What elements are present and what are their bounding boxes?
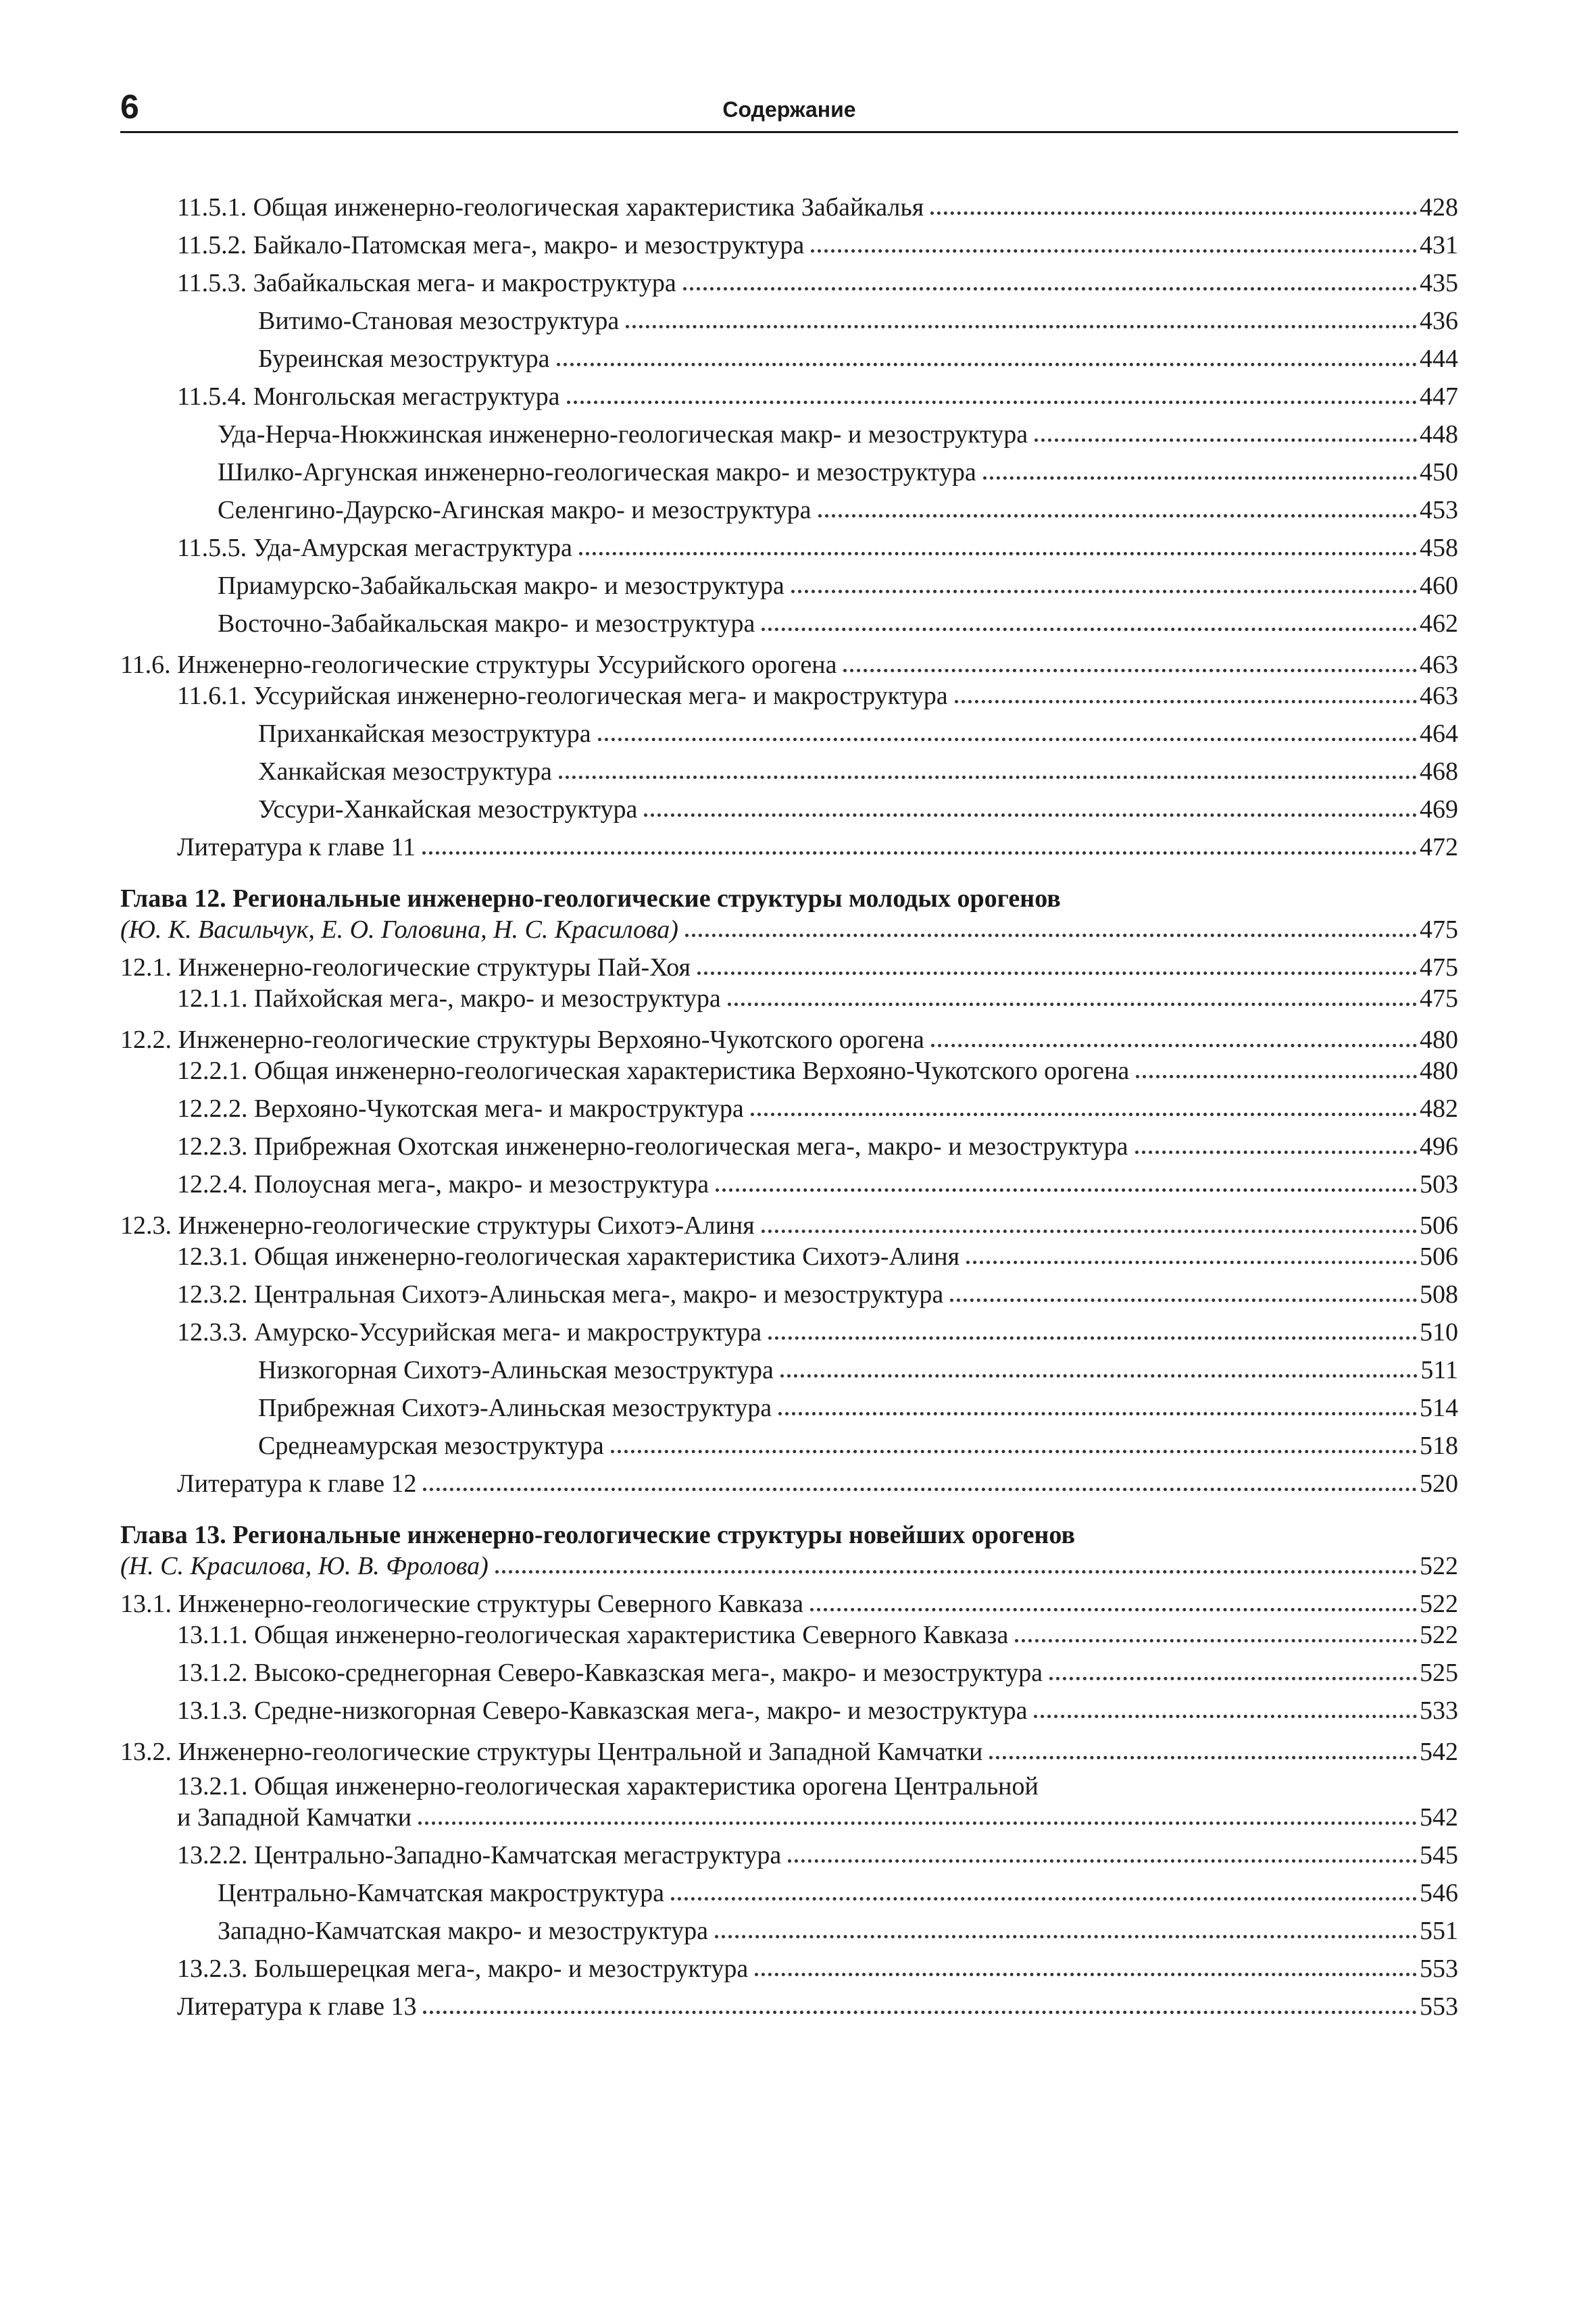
running-title: Содержание xyxy=(722,97,856,122)
toc-entry-text: 12.2.2. Верхояно-Чукотская мега- и макроструктура xyxy=(177,1095,744,1123)
dot-leader xyxy=(966,1261,1417,1264)
toc-entry[interactable] xyxy=(120,1588,1458,1619)
toc-entry-wrapped[interactable] xyxy=(120,1771,1458,1833)
page-ref: 475 xyxy=(1420,984,1458,1013)
toc-entry-text: Уссури-Ханкайская мезоструктура xyxy=(258,795,638,824)
chapter-authors: (Н. С. Красилова, Ю. В. Фролова) xyxy=(120,1552,489,1580)
toc-entry[interactable] xyxy=(120,756,1458,787)
toc-group-chapter-12 xyxy=(120,952,1458,1499)
dot-leader xyxy=(1136,1075,1417,1078)
dot-leader xyxy=(755,1973,1417,1976)
toc-entry[interactable] xyxy=(120,1392,1458,1424)
toc-entry[interactable] xyxy=(120,794,1458,825)
dot-leader xyxy=(811,249,1417,253)
dot-leader xyxy=(671,1897,1417,1901)
page-number: 6 xyxy=(120,88,139,126)
toc-entry-text: 11.5.3. Забайкальская мега- и макроструктура xyxy=(177,269,676,297)
toc-entry[interactable] xyxy=(120,1991,1458,2022)
dot-leader xyxy=(422,851,1417,855)
dot-leader xyxy=(567,401,1417,404)
page-ref: 480 xyxy=(1420,1057,1458,1085)
dot-leader xyxy=(1034,438,1417,442)
dot-leader xyxy=(1049,1677,1417,1680)
toc-entry-text: Селенгино-Даурско-Агинская макро- и мезоструктура xyxy=(218,496,812,524)
page-ref: 546 xyxy=(1420,1879,1458,1907)
dot-leader xyxy=(423,1488,1417,1491)
dot-leader xyxy=(780,1374,1418,1378)
toc-entry-text: Ханкайская мезоструктура xyxy=(258,757,552,786)
dot-leader xyxy=(788,1859,1417,1863)
toc-entry[interactable] xyxy=(120,268,1458,299)
toc-entry[interactable] xyxy=(120,1317,1458,1348)
toc-entry[interactable] xyxy=(120,570,1458,601)
toc-entry-text: 11.5.1. Общая инженерно-геологическая характеристика Забайкалья xyxy=(177,193,924,222)
toc-entry[interactable] xyxy=(120,381,1458,412)
toc-entry-text: 11.6. Инженерно-геологические структуры Уссурийского орогена xyxy=(120,651,837,679)
dot-leader xyxy=(950,1299,1417,1302)
toc-entry-text: Прибрежная Сихотэ-Алиньская мезоструктура xyxy=(258,1394,772,1422)
dot-leader xyxy=(715,1935,1417,1938)
dot-leader xyxy=(1015,1639,1417,1642)
dot-leader xyxy=(810,1608,1417,1611)
page-ref: 496 xyxy=(1420,1132,1458,1161)
dot-leader xyxy=(598,738,1417,741)
toc-entry-continuation xyxy=(120,1802,1458,1833)
page-ref: 475 xyxy=(1420,915,1458,944)
dot-leader xyxy=(931,1044,1417,1047)
toc-entry-text: 12.3.2. Центральная Сихотэ-Алиньская мега-, макро- и мезоструктура xyxy=(177,1280,944,1309)
toc-entry[interactable] xyxy=(120,1169,1458,1200)
toc-entry[interactable] xyxy=(120,718,1458,749)
toc-entry-text: Уда-Нерча-Нюкжинская инженерно-геологическая макр- и мезоструктура xyxy=(218,420,1028,449)
toc-group-chapter-13a xyxy=(120,1588,1458,1767)
dot-leader xyxy=(818,514,1417,518)
page-ref: 462 xyxy=(1420,609,1458,638)
page-ref: 428 xyxy=(1420,193,1458,222)
dot-leader xyxy=(768,1336,1417,1340)
dot-leader xyxy=(843,669,1417,672)
dot-leader xyxy=(611,1450,1417,1453)
toc-entry[interactable] xyxy=(120,608,1458,639)
toc-entry-text: 12.3.1. Общая инженерно-геологическая характеристика Сихотэ-Алиня xyxy=(177,1242,960,1271)
toc-entry-text: 13.1. Инженерно-геологические структуры Северного Кавказа xyxy=(120,1590,803,1618)
toc-entry[interactable] xyxy=(120,305,1458,336)
toc-entry[interactable] xyxy=(120,457,1458,488)
toc-entry-text: Буреинская мезоструктура xyxy=(258,345,550,373)
page-ref: 506 xyxy=(1420,1242,1458,1271)
toc-entry[interactable] xyxy=(120,832,1458,863)
toc-group-chapter-13b xyxy=(120,1840,1458,2022)
page-ref: 522 xyxy=(1420,1621,1458,1649)
toc-entry-text: Низкогорная Сихотэ-Алиньская мезоструктура xyxy=(258,1356,774,1384)
toc-entry-text: Витимо-Становая мезоструктура xyxy=(258,307,620,335)
toc-entry[interactable] xyxy=(120,1736,1458,1767)
page-ref: 468 xyxy=(1420,757,1458,786)
toc-entry-text: 12.3. Инженерно-геологические структуры Сихотэ-Алиня xyxy=(120,1211,755,1240)
page-ref: 553 xyxy=(1420,1992,1458,2021)
toc-entry[interactable] xyxy=(120,1953,1458,1984)
page-ref: 503 xyxy=(1420,1170,1458,1199)
toc-entry-text: 12.2.3. Прибрежная Охотская инженерно-геологическая мега-, макро- и мезоструктура xyxy=(177,1132,1128,1161)
page-ref: 508 xyxy=(1420,1280,1458,1309)
page-ref: 463 xyxy=(1420,651,1458,679)
toc-entry[interactable] xyxy=(120,1840,1458,1871)
dot-leader xyxy=(716,1188,1417,1192)
toc-entry[interactable] xyxy=(120,230,1458,261)
dot-leader xyxy=(983,476,1417,480)
page-ref: 435 xyxy=(1420,269,1458,297)
dot-leader xyxy=(751,1113,1417,1116)
toc-entry-text: Среднеамурская мезоструктура xyxy=(258,1432,604,1460)
dot-leader xyxy=(778,1412,1417,1415)
page-ref: 506 xyxy=(1420,1211,1458,1240)
toc-entry[interactable] xyxy=(120,1468,1458,1499)
dot-leader xyxy=(930,211,1417,215)
chapter-title: Глава 12. Региональные инженерно-геологические структуры молодых орогенов xyxy=(120,884,1061,913)
toc-entry[interactable] xyxy=(120,1210,1458,1241)
dot-leader xyxy=(626,325,1417,328)
chapter-authors: (Ю. К. Васильчук, Е. О. Головина, Н. С. Красилова) xyxy=(120,915,678,944)
page-ref: 436 xyxy=(1420,307,1458,335)
page-ref: 520 xyxy=(1420,1469,1458,1498)
page-ref: 514 xyxy=(1420,1394,1458,1422)
toc-entry[interactable] xyxy=(120,1657,1458,1688)
page-ref: 444 xyxy=(1420,345,1458,373)
toc-entry-text: 12.2.4. Полоусная мега-, макро- и мезоструктура xyxy=(177,1170,709,1199)
toc-chapter-13[interactable] xyxy=(120,1519,1458,1582)
dot-leader xyxy=(557,363,1418,366)
toc-entry[interactable] xyxy=(120,680,1458,711)
toc-entry-text: Приамурско-Забайкальская макро- и мезоструктура xyxy=(218,572,784,600)
toc-entry-text: Литература к главе 12 xyxy=(177,1469,417,1498)
toc-entry[interactable] xyxy=(120,532,1458,563)
toc-entry-text: 13.1.1. Общая инженерно-геологическая характеристика Северного Кавказа xyxy=(177,1621,1009,1649)
toc-entry-text: 13.2.2. Центрально-Западно-Камчатская мегаструктура xyxy=(177,1841,782,1869)
page-ref: 453 xyxy=(1420,496,1458,524)
toc-entry-text: Западно-Камчатская макро- и мезоструктура xyxy=(218,1917,708,1945)
dot-leader xyxy=(1034,1715,1417,1718)
dot-leader xyxy=(762,1230,1417,1233)
table-of-contents xyxy=(120,192,1458,2022)
dot-leader xyxy=(697,972,1417,975)
page-ref: 545 xyxy=(1420,1841,1458,1869)
toc-entry-text: 12.1. Инженерно-геологические структуры Пай-Хоя xyxy=(120,953,691,982)
toc-entry[interactable] xyxy=(120,1093,1458,1124)
toc-entry[interactable] xyxy=(120,1619,1458,1651)
toc-entry-text: Литература к главе 11 xyxy=(177,833,416,861)
page-ref: 542 xyxy=(1420,1738,1458,1766)
toc-entry[interactable] xyxy=(120,1055,1458,1086)
chapter-title: Глава 13. Региональные инженерно-геологические структуры новейших орогенов xyxy=(120,1521,1075,1549)
chapter-authors-entry xyxy=(120,1551,1458,1582)
toc-entry-text: 13.2.3. Большерецкая мега-, макро- и мезоструктура xyxy=(177,1955,749,1983)
page-ref: 448 xyxy=(1420,420,1458,449)
toc-entry[interactable] xyxy=(120,192,1458,223)
page-ref: 518 xyxy=(1420,1432,1458,1460)
page-ref: 510 xyxy=(1420,1318,1458,1347)
page-ref: 475 xyxy=(1420,953,1458,982)
page-ref: 525 xyxy=(1420,1659,1458,1687)
dot-leader xyxy=(685,934,1417,937)
dot-leader xyxy=(644,813,1417,817)
page-ref: 522 xyxy=(1420,1552,1458,1580)
toc-entry[interactable] xyxy=(120,952,1458,983)
page-ref: 480 xyxy=(1420,1026,1458,1054)
dot-leader xyxy=(495,1570,1417,1574)
toc-entry[interactable] xyxy=(120,1131,1458,1162)
toc-entry[interactable] xyxy=(120,649,1458,680)
toc-entry[interactable] xyxy=(120,983,1458,1014)
toc-entry-text: 11.5.2. Байкало-Патомская мега-, макро- и мезоструктура xyxy=(177,231,805,259)
page-ref: 458 xyxy=(1420,534,1458,562)
toc-entry[interactable] xyxy=(120,1241,1458,1272)
toc-entry-line: 13.2.1. Общая инженерно-геологическая характеристика орогена Центральной xyxy=(177,1772,1039,1801)
toc-entry-text: и Западной Камчатки xyxy=(177,1803,412,1832)
toc-entry[interactable] xyxy=(120,1024,1458,1055)
chapter-authors-entry xyxy=(120,914,1458,945)
dot-leader xyxy=(418,1821,1417,1825)
toc-entry-text: Восточно-Забайкальская макро- и мезоструктура xyxy=(218,609,755,638)
toc-entry[interactable] xyxy=(120,1915,1458,1946)
page-ref: 463 xyxy=(1420,682,1458,710)
dot-leader xyxy=(955,700,1417,703)
toc-entry[interactable] xyxy=(120,419,1458,450)
toc-group-chapter-11 xyxy=(120,192,1458,863)
toc-entry-text: Шилко-Аргунская инженерно-геологическая макро- и мезоструктура xyxy=(218,458,976,486)
page-ref: 450 xyxy=(1420,458,1458,486)
toc-entry[interactable] xyxy=(120,1355,1458,1386)
dot-leader xyxy=(791,590,1417,593)
toc-entry-text: 12.2. Инженерно-геологические структуры Верхояно-Чукотского орогена xyxy=(120,1026,924,1054)
page-ref: 464 xyxy=(1420,720,1458,748)
page-ref: 460 xyxy=(1420,572,1458,600)
toc-entry[interactable] xyxy=(120,495,1458,526)
toc-entry[interactable] xyxy=(120,1695,1458,1726)
page-ref: 551 xyxy=(1420,1917,1458,1945)
toc-entry-text: Приханкайская мезоструктура xyxy=(258,720,591,748)
page-ref: 522 xyxy=(1420,1590,1458,1618)
toc-entry-text: 11.6.1. Уссурийская инженерно-геологическая мега- и макроструктура xyxy=(177,682,948,710)
page-ref: 482 xyxy=(1420,1095,1458,1123)
toc-entry-text: 13.1.2. Высоко-среднегорная Северо-Кавказская мега-, макро- и мезоструктура xyxy=(177,1659,1043,1687)
page-ref: 511 xyxy=(1420,1356,1458,1384)
page-ref: 472 xyxy=(1420,833,1458,861)
page-ref: 431 xyxy=(1420,231,1458,259)
toc-entry-text: 11.5.4. Монгольская мегаструктура xyxy=(177,382,560,411)
dot-leader xyxy=(728,1003,1417,1006)
dot-leader xyxy=(579,552,1417,555)
toc-chapter-12[interactable] xyxy=(120,883,1458,945)
toc-entry[interactable] xyxy=(120,343,1458,374)
toc-entry-text: 13.1.3. Средне-низкогорная Северо-Кавказская мега-, макро- и мезоструктура xyxy=(177,1696,1028,1725)
page-header xyxy=(120,86,1458,133)
page-ref: 447 xyxy=(1420,382,1458,411)
toc-entry-text: 12.2.1. Общая инженерно-геологическая характеристика Верхояно-Чукотского орогена xyxy=(177,1057,1130,1085)
toc-entry-text: Центрально-Камчатская макроструктура xyxy=(218,1879,665,1907)
dot-leader xyxy=(683,287,1417,291)
toc-entry[interactable] xyxy=(120,1878,1458,1909)
toc-entry-text: 13.2. Инженерно-геологические структуры Центральной и Западной Камчатки xyxy=(120,1738,983,1766)
page-ref: 533 xyxy=(1420,1696,1458,1725)
toc-entry[interactable] xyxy=(120,1430,1458,1461)
dot-leader xyxy=(423,2011,1417,2014)
toc-entry-text: 11.5.5. Уда-Амурская мегаструктура xyxy=(177,534,572,562)
page-ref: 542 xyxy=(1420,1803,1458,1832)
dot-leader xyxy=(989,1756,1417,1759)
toc-entry-text: 12.1.1. Пайхойская мега-, макро- и мезоструктура xyxy=(177,984,721,1013)
page-ref: 553 xyxy=(1420,1955,1458,1983)
toc-entry-text: Литература к главе 13 xyxy=(177,1992,417,2021)
dot-leader xyxy=(1135,1151,1417,1154)
toc-entry-text: 12.3.3. Амурско-Уссурийская мега- и макроструктура xyxy=(177,1318,762,1347)
dot-leader xyxy=(559,776,1417,779)
dot-leader xyxy=(762,628,1417,631)
page-ref: 469 xyxy=(1420,795,1458,824)
toc-entry[interactable] xyxy=(120,1279,1458,1310)
